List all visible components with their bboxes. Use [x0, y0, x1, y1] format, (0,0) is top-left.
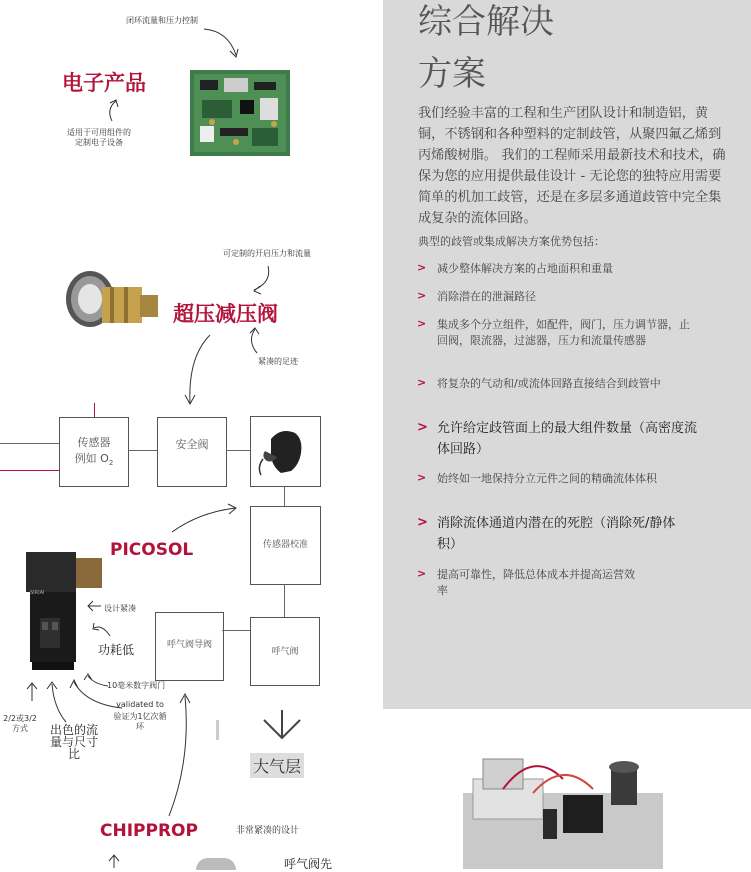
- picosol-digital-valve: 10毫米数字阀门: [107, 681, 166, 690]
- panel-title-line2: 方案: [418, 54, 486, 94]
- curved-arrow-icon: [246, 264, 276, 296]
- divider-bar: [216, 720, 219, 740]
- sensor-calibration-box: [250, 506, 321, 585]
- curved-arrow-icon: [165, 690, 195, 820]
- diagram-line: [128, 450, 157, 451]
- manifold-assembly-image: [443, 749, 683, 869]
- breath-valve-bottom-label: 呼气阀先: [284, 857, 333, 871]
- bullet-marker: >: [417, 261, 427, 274]
- diagram-line: [0, 443, 60, 444]
- sensor-box-label: 传感器: [77, 436, 111, 449]
- breath-valve-guide-label: 呼气阀导阀: [166, 640, 212, 650]
- diagram-line: [226, 450, 250, 451]
- regulator-title: 超压减压阀: [173, 302, 278, 326]
- panel-title-line1: 综合解决: [418, 2, 554, 42]
- manifold-photo-area: [383, 709, 751, 869]
- sensor-box: [59, 417, 129, 487]
- benefit-text: 减少整体解决方案的占地面积和重量: [437, 262, 613, 275]
- benefit-text: 允许给定歧管面上的最大组件数量（高密度流体回路）: [437, 421, 698, 457]
- bullet-marker: >: [417, 471, 427, 484]
- chipprop-title: CHIPPROP: [100, 821, 198, 841]
- chipprop-note: 非常紧凑的设计: [236, 826, 300, 836]
- face-mask-icon: [251, 417, 320, 486]
- panel-intro: 我们经验丰富的工程和生产团队设计和制造铝，黄铜，不锈钢和各种塑料的定制歧管，从聚四氟乙烯到丙烯酸树脂。 我们的工程师采用最新技术和技术，确保为您的应用提供最佳设计 - 无论您的独特应用需要简单的机加工歧管，还是在多层多通道歧管中完全集成复杂的流体回路。: [418, 106, 726, 226]
- atmosphere-label: 大气层: [250, 753, 304, 778]
- benefit-text: 提高可靠性，降低总体成本并提高运营效率: [437, 568, 635, 597]
- bullet-marker: >: [417, 420, 428, 435]
- breath-valve-label: 呼气阀: [271, 647, 299, 657]
- sensor-calibration-label: 传感器校准: [262, 540, 308, 550]
- picosol-title: PICOSOL: [110, 540, 194, 560]
- picosol-brand: SIRIAI: [30, 590, 45, 596]
- picosol-validated-cn: 验证为1亿次循环: [113, 712, 167, 731]
- bullet-marker: >: [417, 289, 427, 302]
- benefits-subhead: 典型的歧管或集成解决方案优势包括：: [418, 235, 605, 248]
- arrow-left-icon: [86, 600, 102, 612]
- picosol-way-note: 2/2或3/2方式: [3, 714, 37, 733]
- breath-valve-box: [250, 617, 320, 686]
- bullet-marker: >: [417, 515, 428, 530]
- circuit-board-image: [190, 70, 290, 156]
- bullet-marker: >: [417, 567, 427, 580]
- electronics-title: 电子产品: [62, 71, 146, 95]
- benefit-text: 集成多个分立组件，如配件，阀门，压力调节器，止回阀，限流器，过滤器，压力和流量传感器: [437, 318, 690, 347]
- breath-valve-guide-box: [155, 612, 224, 681]
- curved-arrow-icon: [170, 502, 240, 536]
- benefit-text: 消除潜在的泄漏路径: [437, 290, 536, 303]
- curved-arrow-icon: [180, 333, 214, 407]
- curved-arrow-icon: [90, 622, 112, 638]
- safety-valve-label: 安全阀: [175, 438, 209, 451]
- regulator-side-note: 紧凑的足迹: [258, 357, 298, 366]
- curved-arrow-icon: [200, 25, 245, 63]
- regulator-top-note: 可定制的开启压力和流量: [223, 249, 311, 258]
- solutions-panel: [383, 0, 751, 709]
- picosol-design-compact: 设计紧凑: [104, 604, 136, 613]
- picosol-validated-en: validated to: [116, 700, 164, 709]
- up-arrow-icon: [26, 682, 38, 702]
- up-arrow-icon: [46, 680, 70, 724]
- up-arrow-icon: [108, 854, 120, 868]
- diagram-line: [222, 630, 250, 631]
- safety-valve-box: [157, 417, 227, 487]
- patient-mask-box: [250, 416, 321, 487]
- regulator-valve-image: [62, 265, 160, 345]
- down-arrow-icon: [262, 710, 302, 740]
- benefit-text: 将复杂的气动和/或流体回路直接结合到歧管中: [437, 377, 661, 390]
- bullet-marker: >: [417, 317, 427, 330]
- picosol-low-power: 功耗低: [98, 643, 135, 657]
- electronics-bottom-note: 适用于可用组件的定制电子设备: [67, 128, 131, 147]
- electronics-top-note: 闭环流量和压力控制: [126, 16, 198, 25]
- curved-arrow-icon: [243, 325, 267, 355]
- diagram-line: [284, 486, 285, 506]
- picosol-flow-size-ratio: 出色的流量与尺寸比: [49, 723, 98, 761]
- diagram-line: [284, 584, 285, 617]
- chipprop-image-edge: [196, 858, 236, 870]
- benefit-text: 始终如一地保持分立元件之间的精确流体体积: [437, 472, 657, 485]
- bullet-marker: >: [417, 376, 427, 389]
- sensor-box-label-line2: 例如 $O_2$: [74, 452, 114, 468]
- curved-arrow-icon: [100, 95, 130, 125]
- benefit-text: 消除流体通道内潜在的死腔（消除死/静体积）: [437, 516, 676, 552]
